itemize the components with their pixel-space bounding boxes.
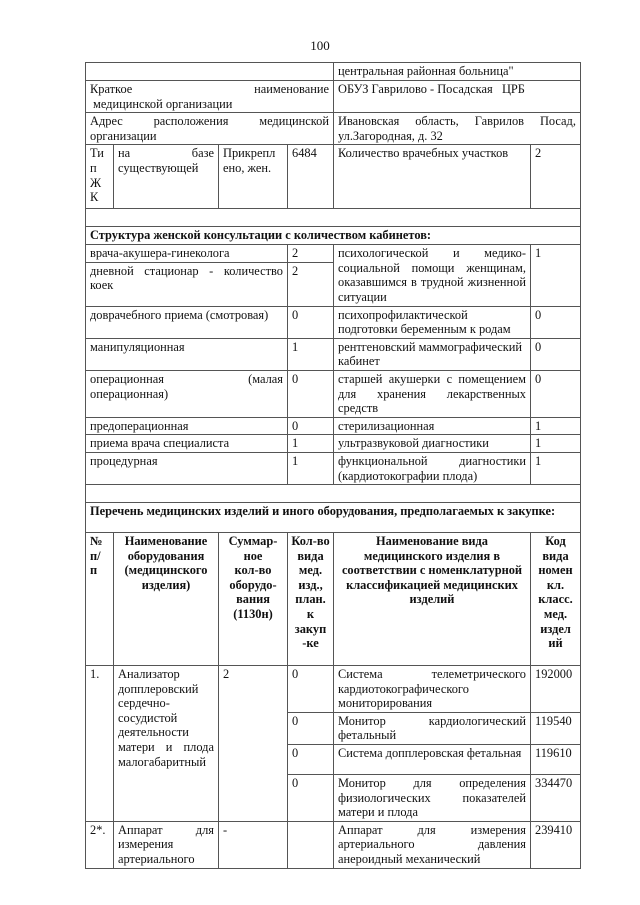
spacer-row: [86, 209, 581, 227]
room-name: манипуляционная: [86, 338, 288, 370]
item-kind: Система телеметрического кардиотокографического мониторирования: [334, 666, 531, 713]
equipment-header-row: [86, 533, 581, 666]
item-total: -: [219, 821, 288, 868]
room-count: 1: [531, 452, 581, 484]
room-name: психологической и медико-социальной помощи женщинам, оказавшимся в трудной жизненной ситуации: [334, 244, 531, 306]
spacer-row: [86, 485, 581, 503]
empty-cell: [86, 63, 334, 81]
item-kind: Система допплеровская фетальная: [334, 745, 531, 775]
document-table: [85, 62, 581, 869]
item-planned: 0: [288, 775, 334, 822]
address-value: Ивановская область, Гаврилов Посад, ул.Загородная, д. 32: [334, 113, 581, 145]
equipment-title: Перечень медицинских изделий и иного оборудования, предполагаемых к закупке:: [86, 503, 581, 533]
room-name: ультразвуковой диагностики: [334, 435, 531, 453]
room-count: 1: [288, 338, 334, 370]
header-name: Наименование оборудования (медицинского изделия): [114, 533, 219, 666]
structure-row: [86, 370, 581, 417]
item-planned: 0: [288, 712, 334, 744]
structure-title: Структура женской консультации с количеством кабинетов:: [86, 227, 581, 245]
room-count: 0: [288, 417, 334, 435]
room-name: операционная (малая операционная): [86, 370, 288, 417]
structure-title-row: [86, 227, 581, 245]
header-planned: Кол-во вида мед. изд., план. к закуп -ке: [288, 533, 334, 666]
item-num: 2*.: [86, 821, 114, 868]
room-count: 0: [531, 338, 581, 370]
short-name-label: Краткое наименование медицинской организации: [86, 81, 334, 113]
item-code: 119610: [531, 745, 581, 775]
item-kind: Монитор кардиологический фетальный: [334, 712, 531, 744]
header-num: № п/ п: [86, 533, 114, 666]
item-code: 119540: [531, 712, 581, 744]
equipment-row: [86, 666, 581, 713]
item-kind: Монитор для определения физиологических показателей матери и плода: [334, 775, 531, 822]
type-row: [86, 145, 581, 209]
address-row: [86, 113, 581, 145]
room-name: стерилизационная: [334, 417, 531, 435]
item-num: 1.: [86, 666, 114, 822]
room-count: 0: [531, 306, 581, 338]
structure-row: [86, 417, 581, 435]
room-name: предоперационная: [86, 417, 288, 435]
districts-label: Количество врачебных участков: [334, 145, 531, 209]
room-count: 2: [288, 244, 334, 262]
short-name-row: [86, 81, 581, 113]
item-name: Аппарат для измерения артериального: [114, 821, 219, 868]
room-count: 1: [531, 417, 581, 435]
attached-value: 6484: [288, 145, 334, 209]
header-total: Суммар-ное кол-во оборудо-вания (1130н): [219, 533, 288, 666]
room-count: 0: [288, 370, 334, 417]
room-count: 1: [288, 452, 334, 484]
room-count: 0: [531, 370, 581, 417]
room-name: функциональной диагностики (кардиотокографии плода): [334, 452, 531, 484]
empty-cell: [86, 209, 581, 227]
room-name: психопрофилактической подготовки беременным к родам: [334, 306, 531, 338]
item-code: 334470: [531, 775, 581, 822]
structure-row: [86, 452, 581, 484]
page-number: 100: [310, 38, 330, 53]
item-planned: 0: [288, 666, 334, 713]
room-name: врача-акушера-гинеколога: [86, 244, 288, 262]
equipment-title-row: [86, 503, 581, 533]
header-kind: Наименование вида медицинского изделия в соответствии с номенклатурной классификацией медицинских изделий: [334, 533, 531, 666]
item-total: 2: [219, 666, 288, 822]
empty-cell: [86, 485, 581, 503]
room-name: дневной стационар - количество коек: [86, 262, 288, 306]
room-count: 1: [531, 244, 581, 306]
room-count: 0: [288, 306, 334, 338]
room-name: рентгеновский маммографический кабинет: [334, 338, 531, 370]
item-planned: 0: [288, 745, 334, 775]
item-code: 192000: [531, 666, 581, 713]
room-count: 1: [288, 435, 334, 453]
room-count: 1: [531, 435, 581, 453]
org-full-name-tail: центральная районная больница": [334, 63, 581, 81]
equipment-row: [86, 821, 581, 868]
structure-row: [86, 338, 581, 370]
item-planned: [288, 821, 334, 868]
districts-value: 2: [531, 145, 581, 209]
address-label: Адрес расположения медицинской организации: [86, 113, 334, 145]
room-name: старшей акушерки с помещением для хранения лекарственных средств: [334, 370, 531, 417]
structure-row: [86, 244, 581, 262]
short-name-value: ОБУЗ Гаврилово - Посадская ЦРБ: [334, 81, 581, 113]
room-count: 2: [288, 262, 334, 306]
attached-label: Прикрепл ено, жен.: [219, 145, 288, 209]
org-name-row: [86, 63, 581, 81]
room-name: доврачебного приема (смотровая): [86, 306, 288, 338]
header-code: Код вида номен кл. класс. мед. издел ий: [531, 533, 581, 666]
room-name: процедурная: [86, 452, 288, 484]
type-value: на базе существующей: [114, 145, 219, 209]
structure-row: [86, 306, 581, 338]
item-kind: Аппарат для измерения артериального давления анероидный механический: [334, 821, 531, 868]
type-label: Ти п Ж К: [86, 145, 114, 209]
room-name: приема врача специалиста: [86, 435, 288, 453]
item-name: Анализатор допплеровский сердечно-сосудистой деятельности матери и плода малогабаритный: [114, 666, 219, 822]
structure-row: [86, 435, 581, 453]
item-code: 239410: [531, 821, 581, 868]
